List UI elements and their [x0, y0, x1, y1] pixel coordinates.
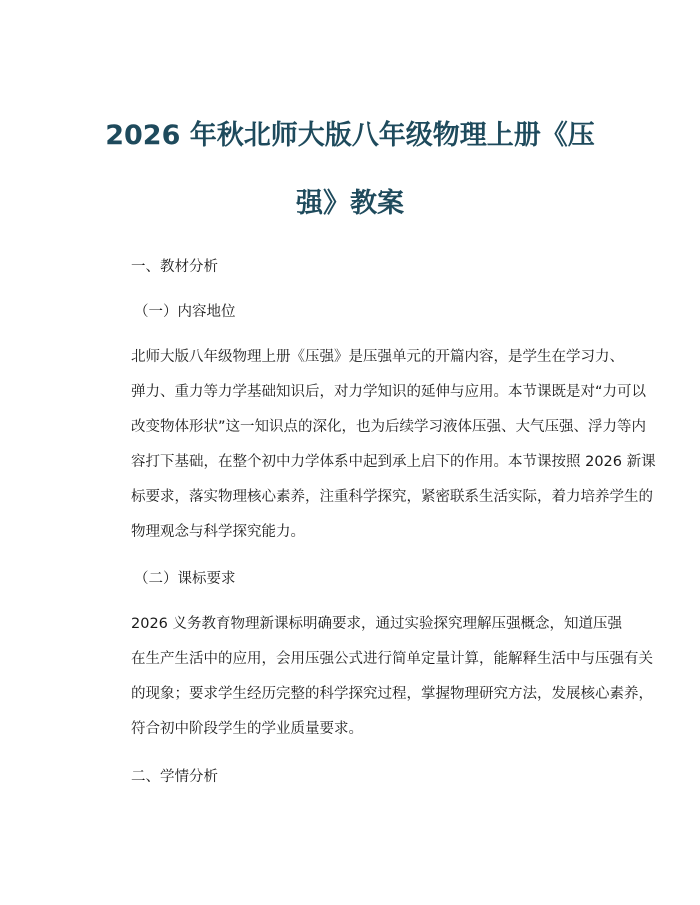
- paragraph-line: 在生产生活中的应用，会用压强公式进行简单定量计算，能解释生活中与压强有关: [131, 651, 653, 667]
- paragraph-line: 容打下基础，在整个初中力学体系中起到承上启下的作用。本节课按照 2026 新课: [131, 454, 656, 470]
- paragraph-line: 标要求，落实物理核心素养，注重科学探究，紧密联系生活实际，着力培养学生的: [131, 489, 653, 505]
- paragraph-line: 北师大版八年级物理上册《压强》是压强单元的开篇内容，是学生在学习力、: [131, 349, 624, 365]
- paragraph-line: 符合初中阶段学生的学业质量要求。: [131, 721, 363, 737]
- paragraph-line: 改变物体形状”这一知识点的深化，也为后续学习液体压强、大气压强、浮力等内: [131, 419, 647, 435]
- document-title-line-2: 强》教案: [296, 188, 404, 219]
- paragraph-line: 的现象；要求学生经历完整的科学探究过程，掌握物理研究方法，发展核心素养，: [131, 686, 653, 702]
- paragraph-line: 2026 义务教育物理新课标明确要求，通过实验探究理解压强概念，知道压强: [131, 616, 623, 632]
- paragraph-line: 物理观念与科学探究能力。: [131, 524, 305, 540]
- section-heading-learner-analysis: 二、学情分析: [131, 769, 218, 785]
- subsection-heading-curriculum-requirements: （二）课标要求: [134, 571, 236, 587]
- document-title-line-1: 2026 年秋北师大版八年级物理上册《压: [105, 120, 595, 151]
- section-heading-textbook-analysis: 一、教材分析: [131, 259, 218, 275]
- subsection-heading-content-position: （一）内容地位: [134, 304, 236, 320]
- paragraph-line: 弹力、重力等力学基础知识后，对力学知识的延伸与应用。本节课既是对“力可以: [131, 384, 647, 400]
